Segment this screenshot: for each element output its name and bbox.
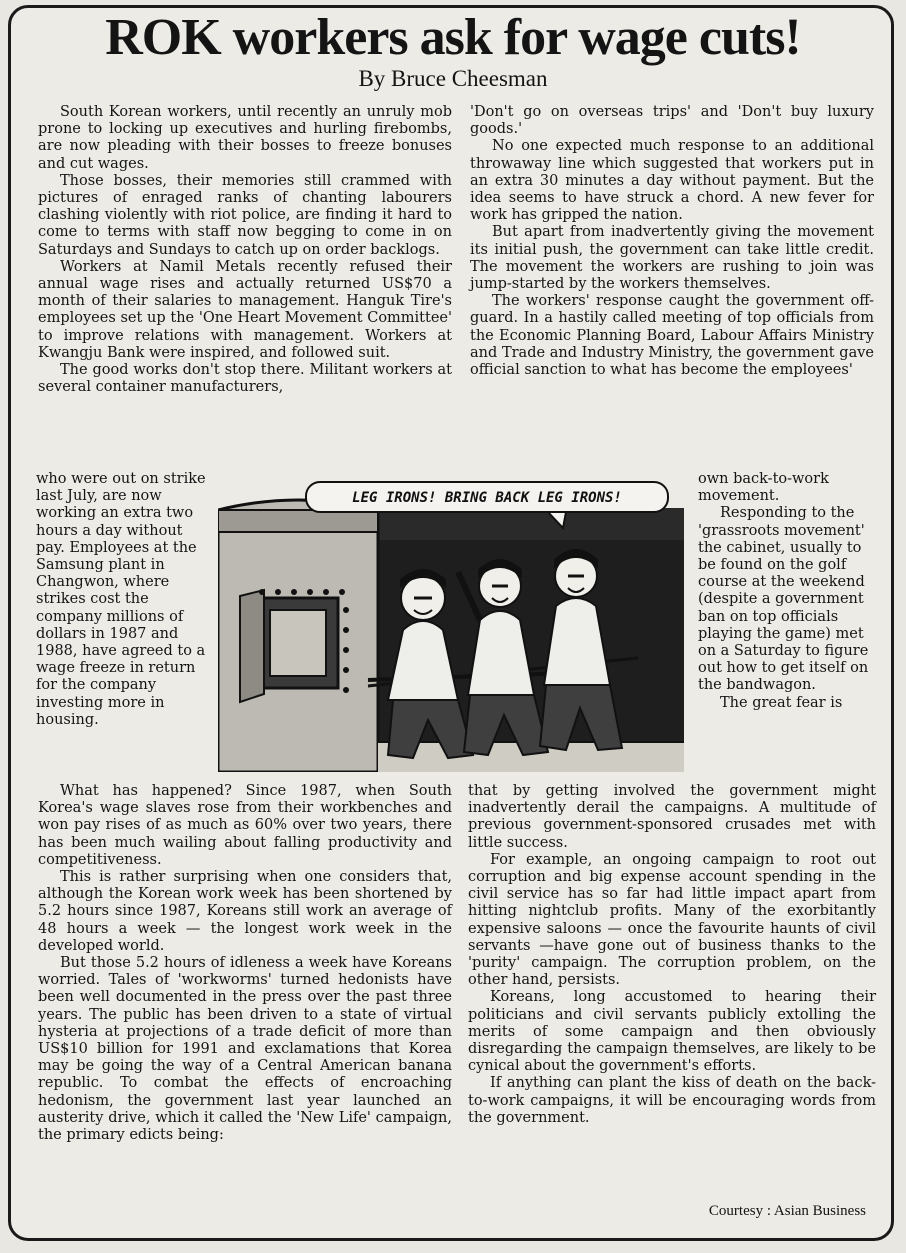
paragraph: own back-to-work movement. (698, 471, 829, 505)
paragraph: South Korean workers, until recently an unruly mob prone to locking up executives and hurling firebombs, are now pleading with their bosses to freeze bonuses and cut wages. (38, 104, 452, 172)
cartoon-illustration (218, 480, 684, 772)
column-wrap-left (36, 471, 208, 729)
paragraph: The good works don't stop there. Militant workers at several container manufacturers, (38, 362, 452, 396)
cartoon-drawing (218, 480, 684, 772)
column-bottom-left (38, 783, 452, 1144)
paragraph: that by getting involved the government might inadvertently derail the campaigns. A multitude of previous government-sponsored crusades met with little success. (468, 783, 876, 851)
paragraph: The workers' response caught the government off-guard. In a hastily called meeting of top officials from the Economic Planning Board, Labour Affairs Ministry and Trade and Industry Ministry, the government gave official sanction to what has become the employees' (470, 293, 874, 379)
paragraph: Koreans, long accustomed to hearing their politicians and civil servants publicly extolling the merits of some campaign and then obviously disregarding the campaign themselves, are likely to be cynical about the government's efforts. (468, 989, 876, 1075)
byline: By Bruce Cheesman (358, 66, 548, 91)
column-bottom-right (468, 783, 876, 1127)
paragraph: No one expected much response to an additional throwaway line which suggested that workers put in an extra 30 minutes a day without payment. But the idea seems to have struck a chord. A new fever for work has gripped the nation. (470, 138, 874, 224)
cartoon-speech-bubble: LEG IRONS! BRING BACK LEG IRONS! (352, 490, 622, 506)
paragraph: Those bosses, their memories still crammed with pictures of enraged ranks of chanting labourers clashing violently with riot police, are finding it hard to come to terms with staff now begging to come in on Saturdays and Sundays to catch up on order backlogs. (38, 172, 452, 258)
column-top-left (38, 104, 452, 396)
paragraph: For example, an ongoing campaign to root out corruption and big expense account spending in the civil service has so far had little impact apart from hitting nightclub profits. Many of the exorbitantly expensive saloons — once the favourite haunts of civil servants —have gone out of business thanks to the 'purity' campaign. The corruption problem, on the other hand, persists. (468, 851, 876, 989)
column-wrap-right (698, 471, 874, 712)
paragraph: But apart from inadvertently giving the movement its initial push, the government can take little credit. The movement the workers are rushing to join was jump-started by the workers themselves. (470, 224, 874, 293)
paragraph: What has happened? Since 1987, when South Korea's wage slaves rose from their workbenches and won pay rises of as much as 60% over two years, there has been much wailing about falling productivity and competitiveness. (38, 783, 452, 868)
paragraph: If anything can plant the kiss of death on the back-to-work campaigns, it will be encouraging words from the government. (468, 1075, 876, 1126)
column-top-right (470, 104, 874, 379)
paragraph: The great fear is (720, 694, 843, 711)
paragraph: 'Don't go on overseas trips' and 'Don't buy luxury goods.' (470, 104, 874, 138)
source-credit: Courtesy : Asian Business (708, 1203, 866, 1219)
paragraph: Workers at Namil Metals recently refused their annual wage rises and actually returned US$70 a month of their salaries to management. Hanguk Tire's employees set up the 'One Heart Movement Committee' to improve relations with management. Workers at Kwangju Bank were inspired, and followed suit. (38, 258, 452, 361)
paragraph: Responding to the 'grassroots movement' the cabinet, usually to be found on the golf course at the weekend (despite a government ban on top officials playing the game) met on a Saturday to figure out how to get itself on the bandwagon. (698, 505, 869, 694)
paragraph: But those 5.2 hours of idleness a week have Koreans worried. Tales of 'workworms' turned hedonists have been well documented in the press over the past three years. The public has been driven to a state of virtual hysteria at projections of a trade deficit of more than US$10 billion for 1991 and exclamations that Korea may be going the way of a Central American banana republic. To combat the effects of encroaching hedonism, the government last year launched an austerity drive, which it called the 'New Life' campaign, the primary edicts being: (38, 955, 452, 1144)
paragraph: This is rather surprising when one considers that, although the Korean work week has been shortened by 5.2 hours since 1987, Koreans still work an average of 48 hours a week — the longest work week in the developed world. (38, 869, 452, 954)
paragraph: who were out on strike last July, are now working an extra two hours a day without pay. Employees at the Samsung plant in Changwon, where strikes cost the company millions of dollars in 1987 and 1988, have agreed to a wage freeze in return for the company investing more in housing. (36, 471, 206, 728)
headline: ROK workers ask for wage cuts! (105, 9, 801, 66)
